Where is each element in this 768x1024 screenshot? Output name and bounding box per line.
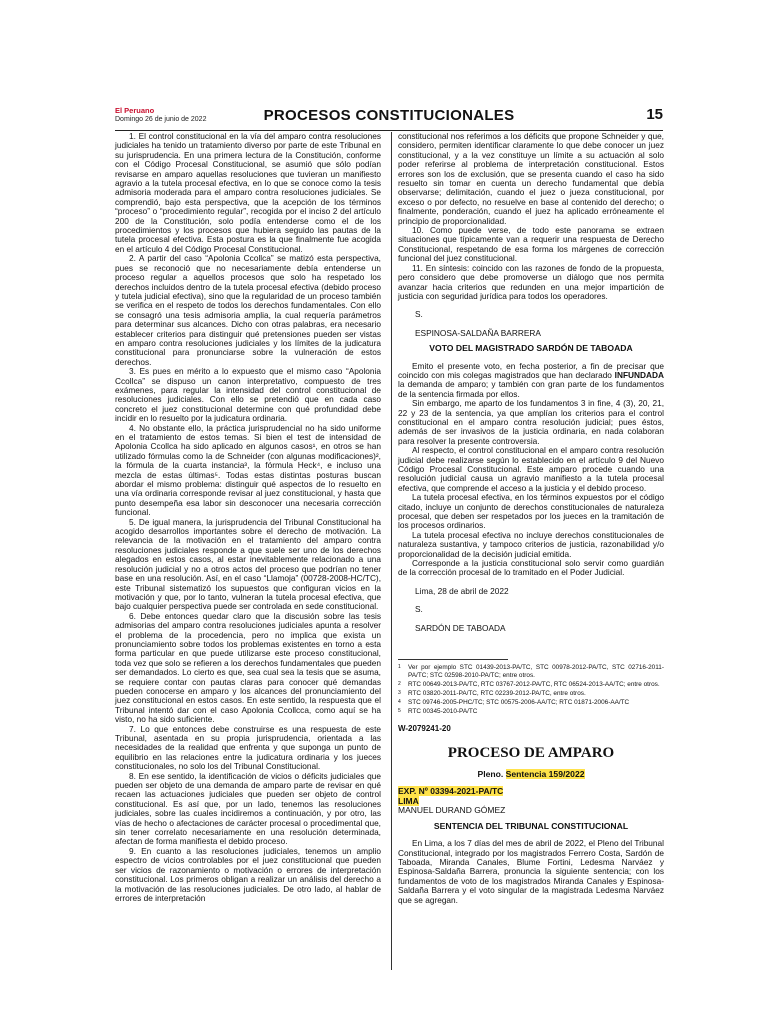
text-run: Emito el presente voto, en fecha posterior, a fin de precisar que coincido con mis colegas magistrados que han declarado [398,360,664,380]
notice-code: W-2079241-20 [398,724,451,734]
paragraph: Corresponde a la justicia constitucional solo servir como guardián de la corrección procesal de lo tramitado en el Poder Judicial. [398,558,664,578]
pleno-line [398,770,664,779]
paragraph: constitucional nos referimos a los déficits que propone Schneider y que, considero, permiten identificar claramente lo que debe conocer un juez constitucional, y a la vez constituye un límite a su actuación al solo poder referirse al problema de interpretación constitucional. Estos errores son los de exclusión, que se presenta cuando el caso ha sido resuelto sin tomar en cuenta un derecho fundamental que debía observarse; delimitación, cuando el juez o jueza constitucional, por exceso o por defecto, no resuelve en base al contenido del derecho; o finalmente, ponderación, cuando el juez ha aplicado erróneamente el principio de proporcionalidad. [398,131,664,226]
footnote-text: RTC 00345-2010-PA/TC [408,708,478,716]
paragraph: 4. No obstante ello, la práctica jurisprudencial no ha sido uniforme en el tratamiento de estos temas. Si bien el test de intensidad de Apolonia Ccollca ha sido aplicado en algunos casos¹, en otros se han utilizado fórmulas como la de Schneider (con algunas modificaciones)², la fórmula de la cuarta instancia³, la fórmula Heck⁴, e incluso una mezcla de estas últimas⁵. Todas estas distintas posturas buscan abordar el mismo problema: distinguir qué aspectos de lo resuelto en una vía ordinaria corresponde revisar al juez constitucional, y hasta que punto desempeña esa labor sin desconocer una necesaria corrección funcional. [115,422,381,518]
footnote [398,699,664,707]
paragraph: 8. En ese sentido, la identificación de vicios o déficits judiciales que pueden ser objeto de una demanda de amparo parte de revisar en qué recaen las actuaciones judiciales que pueden ser objeto de control constitucional. Es así que, por un lado, tenemos las resoluciones judiciales, sobre las cuales incidiremos a continuación, y por otro, las vías de hecho o afectaciones de carácter procesal o procedimental que, sin tener correlato necesariamente en una resolución determinada, afectan de forma manifiesta el debido proceso. [115,770,381,847]
footnote-text: STC 09746-2005-PHC/TC; STC 00575-2006-AA/TC; RTC 01871-2006-AA/TC [408,699,630,707]
paragraph: 10. Como puede verse, de todo este panorama se extraen situaciones que típicamente van a requerir una respuesta de Derecho Constitucional, respetando de esa forma los márgenes de corrección funcional del juez constitucional. [398,225,664,264]
paragraph: La tutela procesal efectiva no incluye derechos constitucionales de naturaleza sustantiva, y tampoco criterios de justicia, razonabilidad y/o proporcionalidad de la decisión judicial emitida. [398,529,664,559]
paragraph: En Lima, a los 7 días del mes de abril de 2022, el Pleno del Tribunal Constitucional, integrado por los magistrados Ferrero Costa, Sardón de Taboada, Miranda Canales, Blume Fortini, Ledesma Narváez y Espinosa-Saldaña Barrera, pronuncia la siguiente sentencia; con los fundamentos de voto de los magistrados Miranda Canales y Espinosa-Saldaña Barrera y el voto singular de la magistrada Ledesma Narváez que se agregan. [398,838,664,905]
case-party: MANUEL DURAND GÓMEZ [398,805,506,816]
footnote-number: 2 [398,681,401,688]
signature-s: S. [415,604,423,615]
footnote [398,664,664,680]
footnote-text: RTC 03820-2011-PA/TC, RTC 02239-2012-PA/TC, entre otros. [408,690,586,698]
paragraph: 1. El control constitucional en la vía del amparo contra resoluciones judiciales ha tenido un tratamiento diverso por parte de este Tribunal en su jurisprudencia. En una primera lectura de la Constitución, conforme con el Código Procesal Constitucional, se asumió que sólo podían revisarse en amparo aquellas resoluciones que tuvieran un manifiesto agravio a la tutela procesal efectiva, en lo que se conoce como la tesis admisoria moderada para el amparo contra resoluciones judiciales. Se comprendió, bajo esta perspectiva, que la acepción de los términos “proceso” o “procedimiento regular”, recogida por el inciso 2 del artículo 200 de la Constitución, solo podía entenderse como el de los procedimientos y los procesos que hubiera seguido las pautas de la tutela procesal efectiva. Esta postura es la que finalmente fue acogida en el artículo 4 del Código Procesal Constitucional. [115,131,381,254]
bold-ruling: INFUNDADA [614,369,664,380]
paragraph: 6. Debe entonces quedar claro que la discusión sobre las tesis admisorias del amparo contra resoluciones judiciales apunta a resolver el problema de la procedencia, pero no implica que exista un pronunciamiento sobre todos los problemas existentes en torno a esta forma particular en que puede utilizarse este proceso constitucional, toda vez que solo se refieren a los derechos fundamentales que pueden ser demandados. Lo cierto es que, sea cual sea la tesis que se asuma, se requiere contar con pautas claras para conocer qué demandas pueden conocerse en amparo y los alcances del pronunciamiento del juez constitucional en estos casos. En este sentido, la respuesta que el Tribunal intentó dar con el caso Apolonia Ccollcca, como aquí se ha visto, no ha sido suficiente. [115,610,381,725]
signature-name: ESPINOSA-SALDAÑA BARRERA [415,327,541,338]
footnote [398,708,664,716]
footnote-number: 1 [398,664,401,671]
footnote-number: 5 [398,708,401,715]
section-header-title: PROCESOS CONSTITUCIONALES [263,107,515,124]
footnote-text: RTC 00649-2013-PA/TC, RTC 03767-2012-PA/TC, RTC 06524-2013-AA/TC; entre otros. [408,681,660,689]
column-divider [391,132,392,970]
footnote-number: 4 [398,699,401,706]
case-number-text: EXP. Nº 03394-2021-PA/TC [398,785,504,796]
footnote [398,690,664,698]
paragraph: La tutela procesal efectiva, en los términos expuestos por el código citado, incluye un conjunto de derechos constitucionales de naturaleza procesal, que deben ser respetados por los jueces en la tramitación de los procesos ordinarios. [398,492,664,531]
sentencia-number: Sentencia 159/2022 [505,768,585,779]
newspaper-brand: El Peruano [115,106,155,115]
footnote [398,681,664,689]
left-column [115,132,381,903]
place-date: Lima, 28 de abril de 2022 [415,585,509,596]
paragraph: Sin embargo, me aparto de los fundamentos 3 in fine, 4 (3), 20, 21, 22 y 23 de la sentencia, ya que amplían los criterios para el control constitucional en el amparo contra resolución judicial; pues éstos, además de ser invasivos de la justicia ordinaria, en nada colaboran para resolver la presente controversia. [398,398,664,446]
footnote-rule [398,659,508,660]
paragraph: 3. Es pues en mérito a lo expuesto que el mismo caso “Apolonia Ccollca” se dispuso un canon interpretativo, compuesto de tres exámenes, para regular la intensidad del control constitucional de resoluciones judiciales. Con ello se pretendió que en cada caso concreto el juez constitucional determine con qué profundidad debe incidir en lo resuelto por la judicatura ordinaria. [115,366,381,424]
pleno-label: Pleno. [477,768,506,779]
signature-s: S. [415,309,423,320]
vote-heading: VOTO DEL MAGISTRADO SARDÓN DE TABOADA [429,343,633,354]
case-city-text: LIMA [398,795,419,806]
page-header [115,104,663,131]
paragraph: 7. Lo que entonces debe construirse es una respuesta de este Tribunal, asentada en su propia jurisprudencia, orientada a las necesidades de la realidad que enfrenta y que suponga un punto de equilibrio en las relaciones entre la judicatura ordinaria y los jueces constitucionales, no solo los del Tribunal Constitucional. [115,723,381,772]
signature-name: SARDÓN DE TABOADA [415,622,506,633]
paragraph: Al respecto, el control constitucional en el amparo contra resolución judicial debe realizarse según lo establecido en el artículo 9 del Nuevo Código Procesal Constitucional. Este amparo procede cuando una resolución judicial causa un agravio manifiesto a la tutela procesal efectiva, que comprende el acceso a la justicia y el debido proceso. [398,445,664,493]
paragraph [398,362,664,400]
paragraph: 5. De igual manera, la jurisprudencia del Tribunal Constitucional ha acogido desarrollos importantes sobre el derecho de motivación. La relevancia de la motivación en el tratamiento del amparo contra resoluciones judiciales responde a que suele ser uno de los derechos alegados en estos casos, al estar inevitablemente relacionado a una resolución judicial y no a otros actos del proceso que podrían no tener base en una resolución. Así, en el caso “Llamoja” (00728-2008-HC/TC), este Tribunal sistematizó los supuestos que configuran vicios en la motivación y que, por lo tanto, vulneran la tutela procesal efectiva, que bajo cualquier perspectiva puede ser controlada en sede constitucional. [115,516,381,612]
paragraph: 11. En síntesis: coincido con las razones de fondo de la propuesta, pero considero que debe promoverse un diálogo que nos permita avanzar hacia criterios que redunden en una mejor impartición de justicia con seguridad jurídica para todos los operadores. [398,262,664,301]
case-number [398,787,664,797]
issue-date: Domingo 26 de junio de 2022 [115,116,207,123]
text-run: la demanda de amparo; y también con gran parte de los fundamentos de la sentencia firmada por ellos. [398,379,664,399]
paragraph: 2. A partir del caso “Apolonia Ccollca” se matizó esta perspectiva, pues se reconoció que no necesariamente debía entenderse un proceso regular a aquellos procesos que solo ha respetado los derechos incluidos dentro de la tutela procesal efectiva (debido proceso y tutela judicial efectiva), sino que la regularidad de un proceso también se verifica en el respeto de todos los derechos fundamentales. Con ello se consagró una tesis admisoria amplia, la cual requería parámetros para determinar sus alcances. Dicho con otras palabras, era necesario establecer criterios para distinguir qué pretensiones pueden ser vistas en amparo contra resoluciones judiciales y los límites de la judicatura constitucional para pronunciarse sobre la vulneración de estos derechos. [115,253,381,367]
section-title: PROCESO DE AMPARO [447,744,615,761]
paragraph: 9. En cuanto a las resoluciones judiciales, tenemos un amplio espectro de vicios controlables por el juez constitucional que pueden ser vicios de razonamiento o motivación o errores de interpretación constitucional. Los primeros obligan a realizar un análisis del derecho a la motivación de las resoluciones judiciales. De otro lado, al hablar de errores de interpretación [115,845,381,903]
sentencia-heading: SENTENCIA DEL TRIBUNAL CONSTITUCIONAL [433,820,629,831]
footnote-number: 3 [398,690,401,697]
right-column [398,132,664,905]
page-number: 15 [646,106,663,123]
footnote-text: Ver por ejemplo STC 01439-2013-PA/TC, STC 00978-2012-PA/TC, STC 02716-2011-PA/TC; STC 02598-2010-PA/TC; entre otros. [408,664,664,680]
